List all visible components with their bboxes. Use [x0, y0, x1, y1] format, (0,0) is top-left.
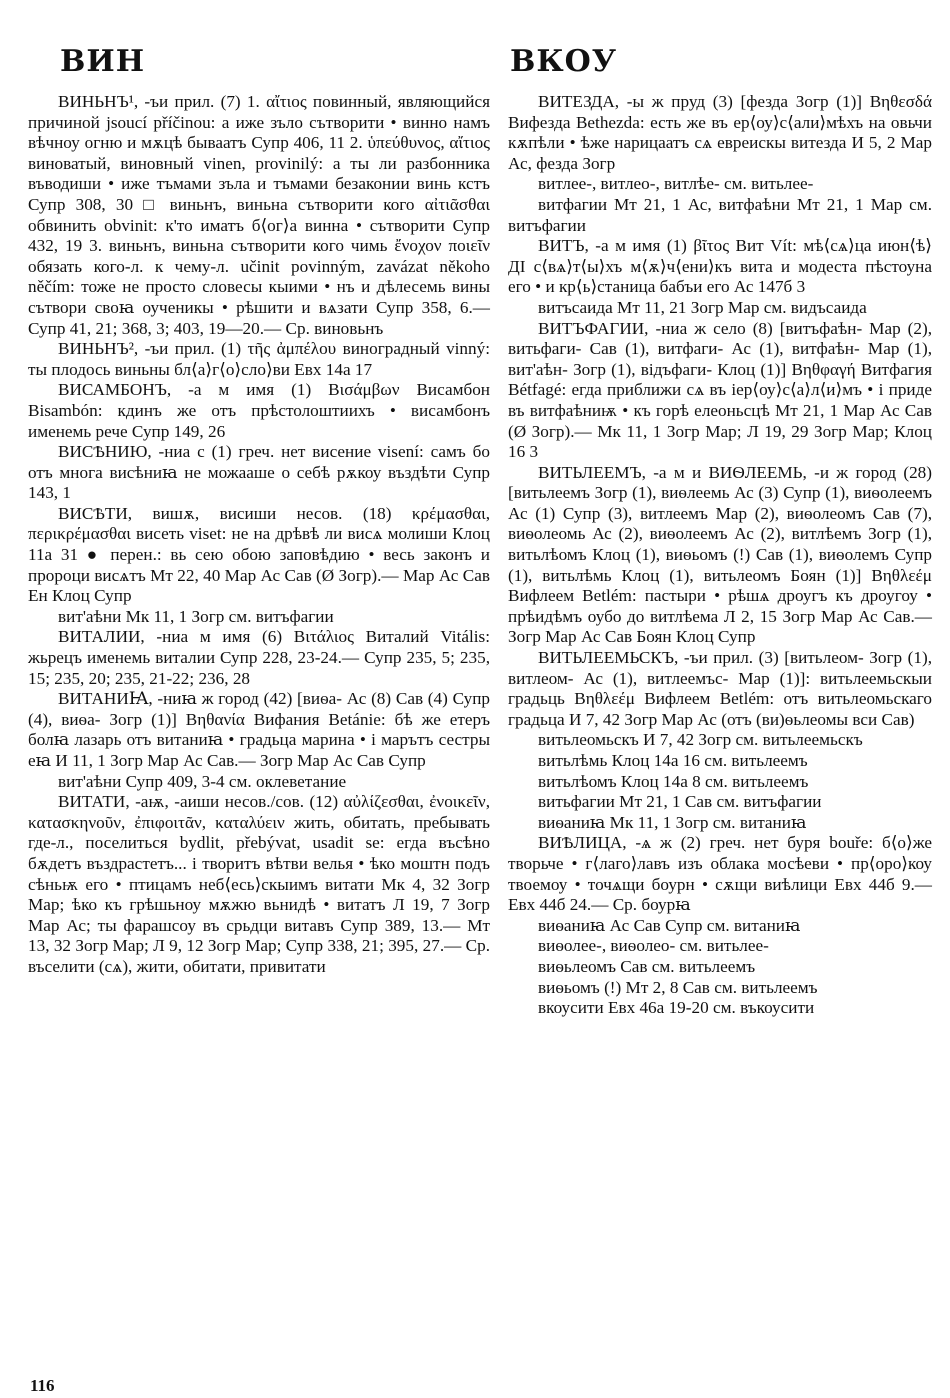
dictionary-entry: витьфагии Мт 21, 1 Сав см. витъфагии: [538, 792, 822, 812]
running-head-left: ВИН: [60, 44, 146, 79]
dictionary-entry: ВИСАМБОНЪ, -а м имя (1) Βισάμβων Висамбон Bisambón: кдинъ же отъ прѣстолоштиихъ • висамбонъ именемь рече Супр 149, 26: [28, 380, 490, 441]
dictionary-entry: витлее-, витлео-, витлѣе- см. витьлее-: [538, 174, 814, 194]
dictionary-entry: ВИТАТИ, -аѭ, -аиши несов./сов. (12) αὐλίζεσθαι, ἐνοικεῖν, κατασκηνοῦν, ἐπιφοιτᾶν, καταλύειν жить, обитать, пребывать где-л., поселиться bydlit, přebývat, usadit se: егда въсѣно бѫдетъ въздрастетъ... і творитъ вѣтви велья • ѣко моштн подъ сѣньѭ его • птицамъ неб⟨есь⟩скыимъ витати Мк 4, 32 Зогр Мар; ѣко къ грѣшьноу мѫжю вьнидѣ • витатъ Л 19, 7 Зогр Мар Ас; ты фарашсоу въ срьдци витавъ Супр 389, 13.— Мт 13, 32 Зогр Мар; Л 9, 12 Зогр Мар; Супр 338, 21; 395, 27.— Ср. въселити (сѧ), жити, обитати, привитати: [28, 792, 490, 976]
dictionary-entry: витьлѣмь Клоц 14а 16 см. витьлеемъ: [538, 751, 808, 770]
dictionary-entry: ВИНЬНЪ², -ъи прил. (1) τῆς ἀμπέλου виноградный vinný: ты плодось виньны бл⟨а⟩г⟨о⟩сло⟩ви Евх 14а 17: [28, 339, 490, 379]
dictionary-entry: ВИСѢТИ, вишѫ, висиши несов. (18) κρέμασθαι, περικρέμασθαι висеть viset: не на дрѣвѣ ли висѧ молиши Клоц 11а 31 ● перен.: вь сею обою заповѣдию • весь законъ и пророци висѧтъ Мт 22, 40 Мар Ас Сав (Ø Зогр).— Мар Ас Сав Ен Клоц Супр: [28, 503, 490, 606]
dictionary-entry: ВИТЪФАГИИ, -ниа ж село (8) [витъфаѣн- Мар (2), витьфаги- Сав (1), витфаги- Ас (1), витфаѣн- Мар (1), вит'аѣн- Зогр (1), відъфаги- Клоц (1)] Βηθφαγή Витфагия Bétfagé: егда приближи сѧ въ іер⟨оу⟩с⟨а⟩л⟨и⟩мъ • і приде въ витфаѣниѭ • къ горѣ елеоньсцѣ Мт 21, 1 Мар Ас Сав (Ø Зогр).— Мк 11, 1 Зогр Мар; Л 19, 29 Зогр Мар; Клоц 16 3: [508, 318, 932, 462]
right-column: [508, 92, 932, 1019]
dictionary-entry: ВИТЪ, -а м имя (1) βῖτος Вит Vít: мѣ⟨сѧ⟩ца июн⟨ѣ⟩ ДІ с⟨вѧ⟩т⟨ы⟩хъ м⟨ѫ⟩ч⟨ени⟩къ вита и модеста пѣстоуна его • и кр⟨ь⟩станица бабъи его Ас 147б 3: [508, 236, 932, 297]
dictionary-entry: ВИСѢНИЮ, -ниа с (1) греч. нет висение visení: самъ бо отъ многа висѣниꙗ не можааше о себѣ рѫкоу въздѣти Супр 143, 1: [28, 442, 490, 503]
dictionary-entry: виѳаниꙗ Ас Сав Супр см. витаниꙗ: [538, 915, 801, 935]
dictionary-entry: вит'аѣни Супр 409, 3-4 см. оклеветание: [58, 771, 347, 791]
dictionary-entry: витьлѣомъ Клоц 14а 8 см. витьлеемъ: [538, 771, 809, 791]
page-number: 116: [30, 1376, 55, 1395]
running-head-right: ВКОУ: [510, 44, 618, 79]
dictionary-entry: ВИНЬНЪ¹, -ъи прил. (7) 1. αἴτιος повинный, являющийся причиной jsoucí příčinou: а иже зъло сътворити • винно намъ вѣчноу огню и мѫцѣ бываатъ Супр 406, 11 2. ὑπεύθυνος, αἴτιος виноватый, виновный vinen, provinilý: а ты ли разбонника въводиши • иже тъмами зъла и тъмами безаконии винь кстъ Супр 308, 30 □ виньнъ, виньна сътворити кого αἰτιᾶσθαι обвинить obvinit: к'то иматъ б⟨ог⟩а винна • сътворити Супр 432, 19 3. виньнъ, виньна сътворити кого чимь ἔνοχον ποιεῖν обязать кого-л. к чему-л. učinit povinným, zavázat někoho něčím: тоже не просто словесы кыими • нъ и дѣлесемь вины сътвори своꙗ оученикы • рѣшити и вѧзати Супр 358, 6.— Супр 41, 21; 368, 3; 403, 19—20.— Ср. виновьнъ: [28, 92, 490, 338]
dictionary-entry: ВИТЬЛЕЕМЪ, -а м и ВИѲЛЕЕМЬ, -и ж город (28) [витьлеемъ Зогр (1), виѳлеемь Ас (3) Супр (1), виѳолеемъ Ас (1) Супр (3), витлеемъ Мар (2), виѳолеомъ Сав (7), виѳолеомь Ас (2), виѳолеемъ Ас (2), витлѣемъ Зогр (1), витьлѣомъ Клоц (1), виѳьомъ (!) Сав (1), виѳолемъ Супр (1), витьлѣмь Клоц (1), витьлеомъ Боян (1)] Βηθλεέμ Вифлеем Betlém: пастыри • рѣшѧ дроугъ къ дроугоу • прѣидѣмъ оубо до витлѣема Л 2, 15 Зогр Мар Ас Сав.— Зогр Мар Ас Сав Боян Клоц Супр: [508, 462, 932, 647]
dictionary-entry: витфагии Мт 21, 1 Ас, витфаѣни Мт 21, 1 Мар см. витъфагии: [508, 194, 932, 235]
dictionary-entry: ВИТЬЛЕЕМЬСКЪ, -ъи прил. (3) [витьлеом- Зогр (1), витлеом- Ас (1), витлеемъс- Мар (1)]: витьлеемьскыи градьць Βηθλεέμ Вифлеем Betlém: отъ витьлеомьскаго градьца И 7, 42 Зогр Мар Ас (отъ (ви)ѳьлеомы вси Сав): [508, 648, 932, 729]
dictionary-entry: ВИТАЛИИ, -ниа м имя (6) Βιτάλιος Виталий Vitális: жьрецъ именемь виталии Супр 228, 23-24.— Супр 235, 5; 235, 15; 235, 20; 235, 21-22; 236, 28: [28, 627, 490, 688]
dictionary-entry: виѳаниꙗ Мк 11, 1 Зогр см. витаниꙗ: [538, 812, 807, 832]
dictionary-entry: вит'аѣни Мк 11, 1 Зогр см. витъфагии: [58, 606, 334, 626]
dictionary-entry: ВИТЕЗДА, -ы ж пруд (3) [фезда Зогр (1)] Βηθεσδά Вифезда Bethezda: есть же въ ер⟨оу⟩с⟨али⟩мѣхъ на овьчи кѫпѣли • ѣже нарицаатъ сѧ евреискы витезда И 5, 2 Мар Ас, фезда Зогр: [508, 92, 932, 173]
dictionary-entry: ВИТАНИꙖ, -ниꙗ ж город (42) [виѳа- Ас (8) Сав (4) Супр (4), виѳа- Зогр (1)] Βηθανία Вифания Betánie: бѣ же етеръ болꙗ лазарь отъ витаниꙗ • градьца марина • і марътъ сестры еꙗ И 11, 1 Зогр Мар Ас Сав.— Зогр Мар Ас Сав Супр: [28, 689, 490, 770]
dictionary-entry: виѳьлеомъ Сав см. витьлеемъ: [538, 956, 756, 976]
dictionary-entry: ВИѢЛИЦА, -ѧ ж (2) греч. нет буря bouře: б⟨о⟩же творьче • г⟨лаго⟩лавъ изъ облака мосѣеви • пр⟨оро⟩коу твоемоу • точѧщи боурн • сѫщи виѣлици Евх 44б 9.— Евх 44б 24.— Ср. боурꙗ: [508, 833, 932, 915]
dictionary-entry: виѳьомъ (!) Мт 2, 8 Сав см. витьлеемъ: [538, 977, 818, 997]
dictionary-entry: вкоусити Евх 46а 19-20 см. въкоусити: [538, 998, 815, 1018]
left-column: [28, 92, 490, 978]
dictionary-entry: виѳолее-, виѳолео- см. витьлее-: [538, 936, 769, 956]
dictionary-entry: витьлеомьскъ И 7, 42 Зогр см. витьлеемьскъ: [538, 730, 863, 750]
dictionary-entry: витъсаида Мт 11, 21 Зогр Мар см. видъсаида: [538, 297, 867, 317]
